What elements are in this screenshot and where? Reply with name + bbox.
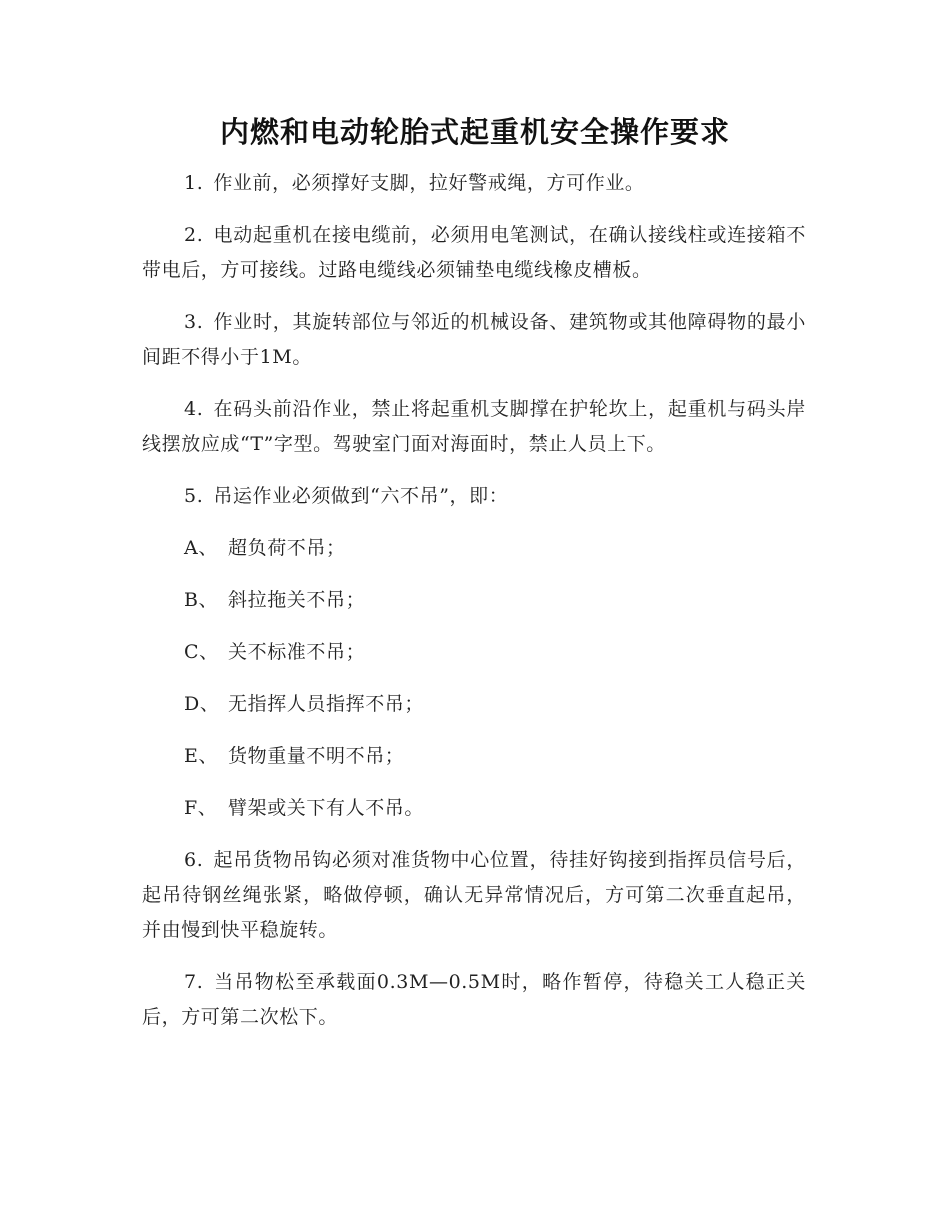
paragraph-number: 4. xyxy=(184,398,204,420)
paragraph-number: 5. xyxy=(184,485,204,507)
list-item-text: 货物重量不明不吊； xyxy=(228,745,405,767)
list-item-text: 斜拉拖关不吊； xyxy=(228,589,366,611)
paragraph-5 xyxy=(142,479,806,514)
list-item-text: 关不标准不吊； xyxy=(228,641,366,663)
list-item-a xyxy=(142,531,806,566)
list-item-b xyxy=(142,583,806,618)
list-item-f xyxy=(142,791,806,826)
paragraph-2 xyxy=(142,218,806,288)
list-item-letter: E、 xyxy=(184,745,219,767)
paragraph-text: 当吊物松至承载面0.3M—0.5M时，略作暂停，待稳关工人稳正关后，方可第二次松下。 xyxy=(142,971,806,1028)
list-item-letter: A、 xyxy=(184,537,218,559)
paragraph-number: 1. xyxy=(184,172,204,194)
paragraph-text: 作业前，必须撑好支脚，拉好警戒绳，方可作业。 xyxy=(213,172,645,194)
document-title: 内燃和电动轮胎式起重机安全操作要求 xyxy=(219,115,730,149)
paragraph-3 xyxy=(142,305,806,375)
list-item-e xyxy=(142,739,806,774)
list-item-letter: F、 xyxy=(184,797,218,819)
list-item-letter: B、 xyxy=(184,589,219,611)
paragraph-number: 7. xyxy=(184,971,204,993)
paragraph-7 xyxy=(142,965,806,1035)
list-item-text: 超负荷不吊； xyxy=(228,537,346,559)
list-item-text: 臂架或关下有人不吊。 xyxy=(228,797,425,819)
paragraph-text: 起吊货物吊钩必须对准货物中心位置，待挂好钩接到指挥员信号后，起吊待钢丝绳张紧，略做停顿，确认无异常情况后，方可第二次垂直起吊，并由慢到快平稳旋转。 xyxy=(142,849,806,941)
paragraph-text: 作业时，其旋转部位与邻近的机械设备、建筑物或其他障碍物的最小间距不得小于1M。 xyxy=(142,311,806,368)
paragraph-text: 在码头前沿作业，禁止将起重机支脚撑在护轮坎上，起重机与码头岸线摆放应成“T”字型。驾驶室门面对海面时，禁止人员上下。 xyxy=(142,398,806,455)
list-item-text: 无指挥人员指挥不吊； xyxy=(228,693,425,715)
list-item-letter: C、 xyxy=(184,641,219,663)
paragraph-text: 电动起重机在接电缆前，必须用电笔测试，在确认接线柱或连接箱不带电后，方可接线。过路电缆线必须铺垫电缆线橡皮槽板。 xyxy=(142,224,806,281)
paragraph-number: 3. xyxy=(184,311,204,333)
list-item-letter: D、 xyxy=(184,693,220,715)
list-item-c xyxy=(142,635,806,670)
list-item-d xyxy=(142,687,806,722)
paragraph-number: 6. xyxy=(184,849,204,871)
document-body xyxy=(142,166,806,1052)
paragraph-6 xyxy=(142,843,806,948)
paragraph-number: 2. xyxy=(184,224,204,246)
paragraph-4 xyxy=(142,392,806,462)
paragraph-1 xyxy=(142,166,806,201)
paragraph-text: 吊运作业必须做到“六不吊”，即： xyxy=(213,485,509,507)
